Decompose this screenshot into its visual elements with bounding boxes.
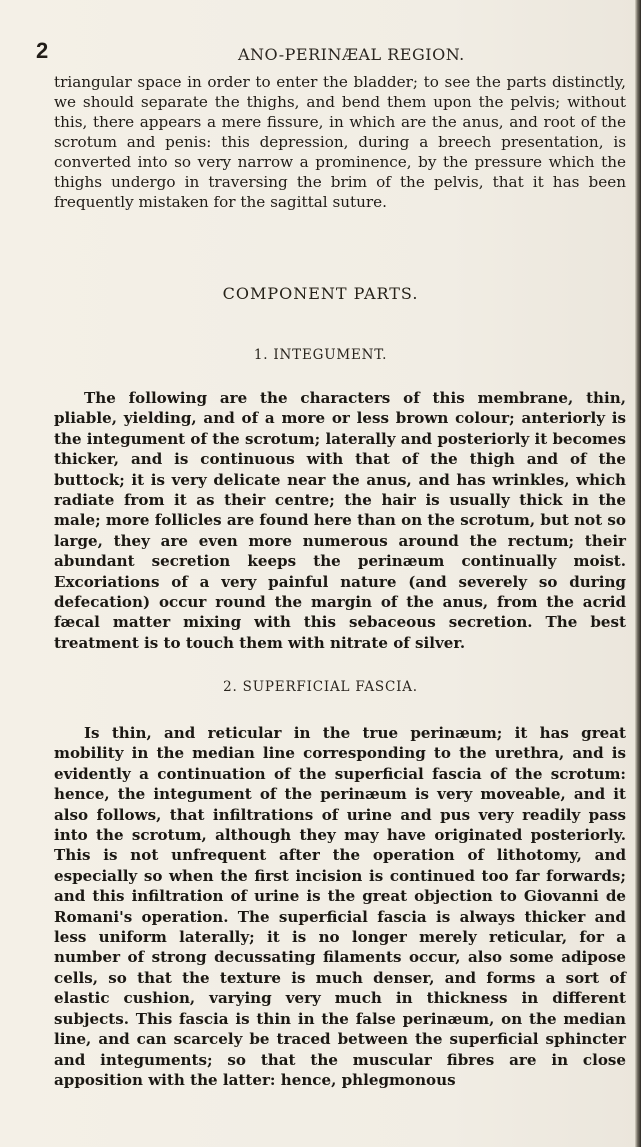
superficial-fascia-heading: 2. SUPERFICIAL FASCIA. <box>223 679 418 695</box>
integument-paragraph: The following are the characters of this membrane, thin, pliable, yielding, and of a more or less brown colour; anteriorly is the integument of the scrotum; laterally and posteriorly it becomes thicker, and is continuous with that of the thigh and of the buttock; it is very delicate near the anus, and has wrinkles, which radiate from it as their centre; the hair is usually thick in the male; more follicles are found here than on the scrotum, but not so large, they are even more numerous around the rectum; their abundant secretion keeps the perinæum continually moist. Excoriations of a very painful nature (and severely so during defecation) occur round the margin of the anus, from the acrid fæcal matter mixing with this sebaceous secretion. The best treatment is to touch them with nitrate of silver. <box>54 389 626 652</box>
integument-heading: 1. INTEGUMENT. <box>253 347 388 363</box>
page-number: 2 <box>36 38 49 63</box>
opening-paragraph-block <box>54 72 626 212</box>
opening-paragraph: triangular space in order to enter the bladder; to see the parts distinctly, we should separate the thighs, and bend them upon the pelvis; without this, there appears a mere fissure, in which are the anus, and root of the scrotum and penis: this depression, during a breech presentation, is converted into so very narrow a prominence, by the pressure which the thighs undergo in traversing the brim of the pelvis, that it has been frequently mistaken for the sagittal suture. <box>54 73 626 211</box>
running-head: ANO-PERINÆAL REGION. <box>238 45 465 64</box>
page-edge-shadow <box>635 0 641 1147</box>
superficial-fascia-paragraph-block <box>54 723 626 1090</box>
superficial-fascia-paragraph: Is thin, and reticular in the true perinæum; it has great mobility in the median line corresponding to the urethra, and is evidently a continuation of the superficial fascia of the scrotum: hence, the integument of the perinæum is very moveable, and it also follows, that infiltrations of urine and pus very readily pass into the scrotum, although they may have originated posteriorly. This is not unfrequent after the operation of lithotomy, and especially so when the first incision is continued too far forwards; and this infiltration of urine is the great objection to Giovanni de Romani's operation. The superficial fascia is always thicker and less uniform laterally; it is no longer merely reticular, for a number of strong decussating filaments occur, also some adipose cells, so that the texture is much denser, and forms a sort of elastic cushion, varying very much in thickness in different subjects. This fascia is thin in the false perinæum, on the median line, and can scarcely be traced between the superficial sphincter and integuments; so that the muscular fibres are in close apposition with the latter: hence, phlegmonous <box>54 724 626 1089</box>
integument-paragraph-block <box>54 388 626 653</box>
section-heading: COMPONENT PARTS. <box>222 284 419 303</box>
